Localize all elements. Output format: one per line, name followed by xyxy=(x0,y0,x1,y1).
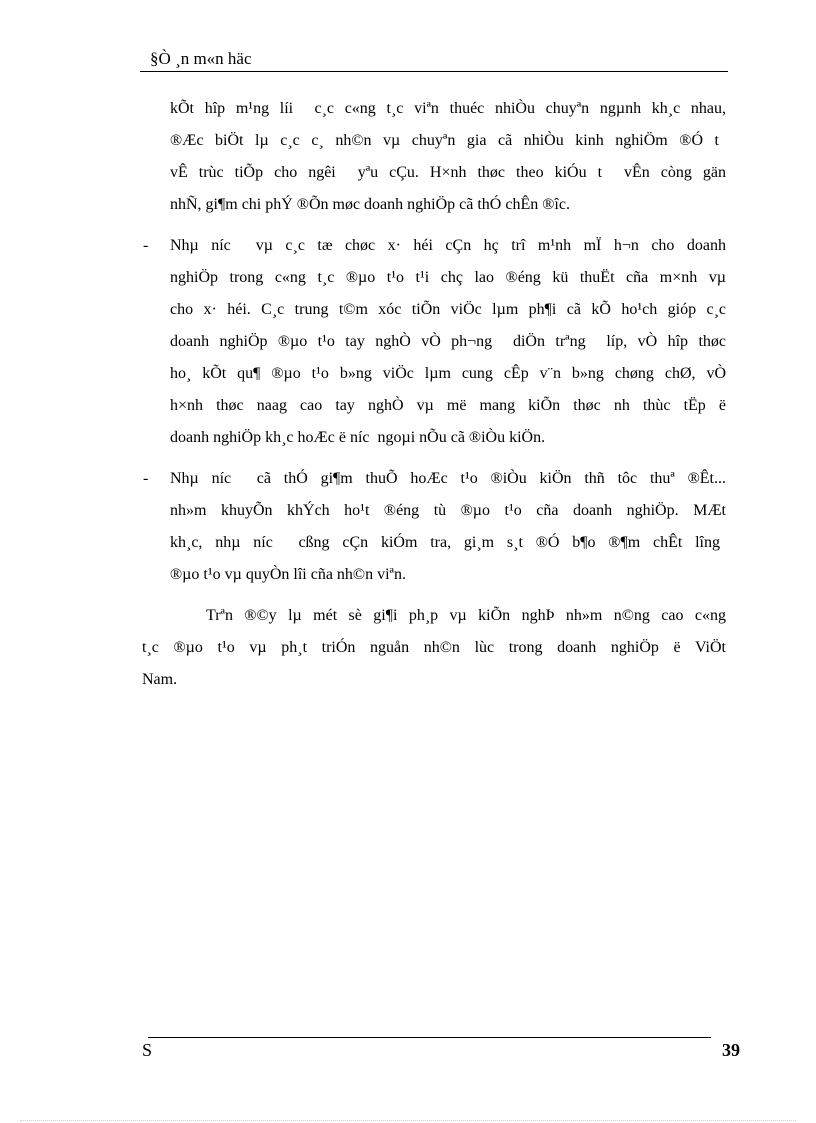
body-line: ®µo t¹o vµ quyÒn lîi cña nh©n viªn. xyxy=(170,566,406,583)
footer-left-text: S xyxy=(142,1040,153,1060)
body-line: Nam. xyxy=(142,671,178,688)
footer-divider xyxy=(148,1037,711,1038)
body-line: t¸c ®µo t¹o vµ ph¸t triÓn nguån nh©n lùc trong doanh nghiÖp ë ViÖt xyxy=(142,639,726,656)
body-line: doanh nghiÖp kh¸c hoÆc ë níc ngoµi nÕu cã ®iÒu kiÖn. xyxy=(170,429,546,446)
bullet-marker: - xyxy=(143,470,149,487)
body-line: doanh nghiÖp ®µo t¹o tay nghÒ vÒ ph¬ng diÖn trªng líp, vÒ hîp thøc xyxy=(170,333,726,350)
body-line: ®Æc biÖt lµ c¸c c¸ nh©n vµ chuyªn gia cã nhiÒu kinh nghiÖm ®Ó t xyxy=(170,132,719,149)
body-line: Nhµ níc cã thÓ gi¶m thuÕ hoÆc t¹o ®iÒu kiÖn thñ tôc thuª ®Êt... xyxy=(170,470,726,487)
body-line: cho x· héi. C¸c trung t©m xóc tiÕn viÖc lµm ph¶i cã kÕ ho¹ch gióp c¸c xyxy=(170,301,726,318)
page-header-title: §Ò ¸n m«n häc xyxy=(150,49,252,68)
header-divider xyxy=(140,71,728,72)
body-line: ho¸ kÕt qu¶ ®µo t¹o b»ng viÖc lµm cung cÊp v¨n b»ng chøng chØ, vÒ xyxy=(170,365,726,382)
body-line: h×nh thøc naag cao tay nghÒ vµ më mang kiÕn thøc nh thùc tËp ë xyxy=(170,397,726,414)
bullet-marker: - xyxy=(143,237,149,254)
body-line: kÕt hîp m¹ng líi c¸c c«ng t¸c viªn thuéc nhiÒu chuyªn ngµnh kh¸c nhau, xyxy=(170,100,726,117)
body-line: nh»m khuyÕn khÝch ho¹t ®éng tù ®µo t¹o cña doanh nghiÖp. MÆt xyxy=(170,502,726,519)
page-number: 39 xyxy=(722,1040,740,1060)
body-line: Nhµ níc vµ c¸c tæ chøc x· héi cÇn hç trî m¹nh mÏ h¬n cho doanh xyxy=(170,237,726,254)
body-line: kh¸c, nhµ níc cßng cÇn kiÓm tra, gi¸m s¸t ®Ó b¶o ®¶m chÊt lîng xyxy=(170,534,720,551)
body-line: nhÑ, gi¶m chi phÝ ®Õn møc doanh nghiÖp cã thÓ chÊn ®îc. xyxy=(170,196,570,213)
page-edge-divider xyxy=(20,1120,796,1121)
body-line: vÊ trùc tiÕp cho ngêi yªu cÇu. H×nh thøc theo kiÓu t vÊn còng gän xyxy=(170,164,726,181)
body-line: Trªn ®©y lµ mét sè gi¶i ph¸p vµ kiÕn nghÞ nh»m n©ng cao c«ng xyxy=(206,607,726,624)
body-line: nghiÖp trong c«ng t¸c ®µo t¹o t¹i chç lao ®éng kü thuËt cña m×nh vµ xyxy=(170,269,726,286)
